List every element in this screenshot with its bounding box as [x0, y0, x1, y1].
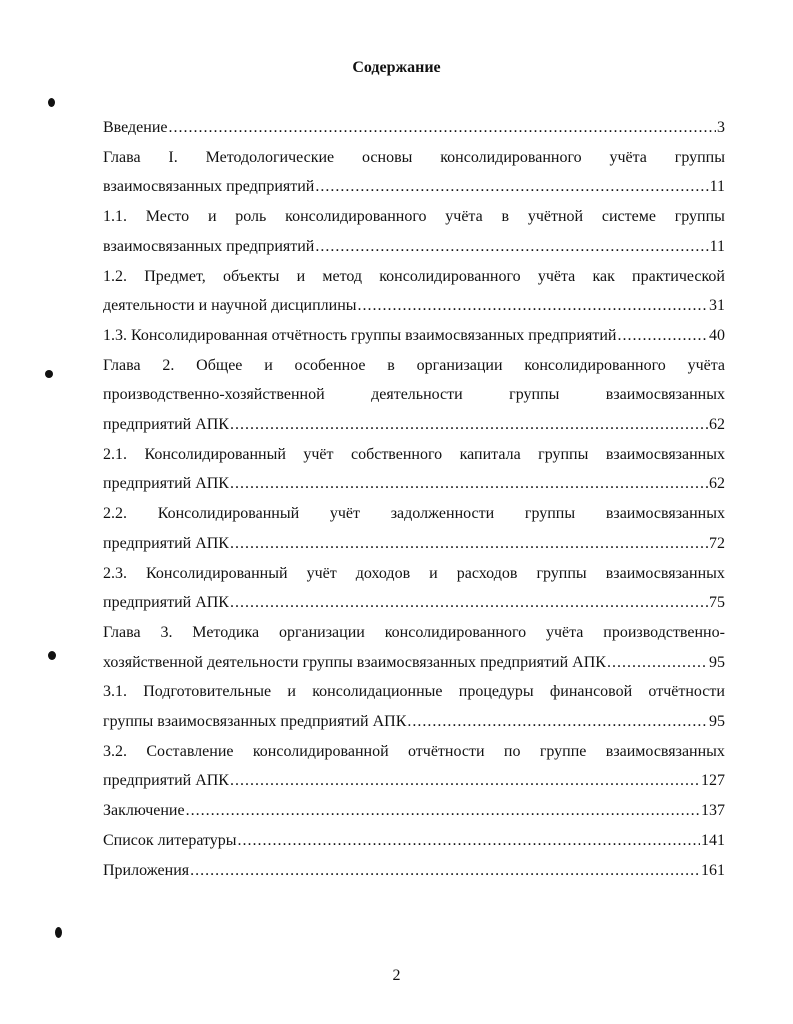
toc-word: задолженности — [390, 505, 495, 523]
toc-word: и — [207, 208, 217, 226]
toc-word: взаимосвязанных — [605, 505, 725, 523]
toc-page-number: 95 — [709, 653, 725, 671]
toc-word: группы — [674, 148, 725, 166]
toc-word: отчётности — [648, 683, 725, 701]
dot-leader — [617, 324, 708, 348]
toc-line — [103, 383, 725, 407]
toc-word: учёт — [329, 505, 361, 523]
toc-word: 2.1. — [103, 445, 127, 463]
toc-line — [103, 502, 725, 526]
toc-word: производственно- — [603, 623, 725, 641]
toc-word: по — [503, 742, 521, 760]
toc-line — [103, 829, 725, 853]
toc-page-number: 62 — [709, 475, 725, 493]
toc-word: учёта — [687, 356, 725, 374]
toc-page-number: 75 — [709, 594, 725, 612]
toc-word: консолидированной — [252, 742, 389, 760]
toc-line — [103, 175, 725, 199]
toc-line — [103, 146, 725, 170]
toc-page-number: 72 — [709, 534, 725, 552]
toc-word: взаимосвязанных — [605, 564, 725, 582]
toc-word: и — [264, 356, 273, 374]
toc-entry-title: Приложения — [103, 861, 190, 879]
dot-leader — [230, 413, 708, 437]
toc-word: консолидированного — [384, 623, 527, 641]
toc-word: группы — [536, 564, 587, 582]
toc-word: метод — [322, 267, 363, 285]
toc-word: Подготовительные — [143, 683, 272, 701]
toc-entry-title: взаимосвязанных предприятий — [103, 178, 315, 196]
toc-line — [103, 710, 725, 734]
toc-word: Составление — [146, 742, 234, 760]
toc-word: 1.2. — [103, 267, 127, 285]
toc-word: учёта — [537, 267, 576, 285]
toc-word: роль — [235, 208, 267, 226]
toc-word: учёт — [306, 564, 337, 582]
toc-line — [103, 413, 725, 437]
toc-entry-title: предприятий АПК — [103, 772, 229, 790]
scan-speck — [48, 98, 55, 107]
toc-line — [103, 799, 725, 823]
toc-word: группы — [538, 445, 589, 463]
toc-page-number: 161 — [701, 861, 725, 879]
toc-entry-title: предприятий АПК — [103, 594, 229, 612]
toc-word: Консолидированный — [157, 505, 300, 523]
toc-entry-title: предприятий АПК — [103, 534, 229, 552]
toc-word: 2.3. — [103, 564, 127, 582]
toc-word: в — [387, 356, 395, 374]
toc-word: Методика — [192, 623, 260, 641]
dot-leader — [607, 651, 708, 675]
toc-word: учёта — [609, 148, 647, 166]
toc-word: учёт — [303, 445, 334, 463]
toc-word: учётной — [527, 208, 584, 226]
toc-word: консолидированного — [285, 208, 427, 226]
dot-leader — [230, 532, 708, 556]
toc-entry-title: 1.3. Консолидированная отчётность группы взаимосвязанных предприятий — [103, 326, 617, 344]
toc-page-number: 62 — [709, 416, 725, 433]
dot-leader — [230, 591, 708, 615]
toc-word: основы — [362, 148, 413, 166]
dot-leader — [407, 710, 708, 734]
toc-entry-title: Введение — [103, 119, 168, 136]
toc-entry-title: взаимосвязанных предприятий — [103, 237, 315, 255]
dot-leader — [230, 472, 708, 496]
toc-word: организации — [278, 623, 365, 641]
toc-word: 2.2. — [103, 505, 127, 523]
toc-word: капитала — [459, 445, 521, 463]
toc-word: учёта — [545, 623, 584, 641]
toc-word: консолидированного — [440, 148, 582, 166]
toc-word: Консолидированный — [146, 564, 288, 582]
toc-word: Предмет, — [144, 267, 206, 285]
toc-word: процедуры — [458, 683, 534, 701]
toc-word: 2. — [162, 356, 175, 374]
toc-line — [103, 443, 725, 467]
dot-leader — [169, 116, 717, 140]
toc-word: группе — [539, 742, 587, 760]
toc-page-number: 137 — [701, 802, 725, 820]
toc-line — [103, 294, 725, 318]
toc-word: консолидированного — [379, 267, 521, 285]
toc-entry-title: группы взаимосвязанных предприятий АПК — [103, 713, 407, 730]
scan-speck — [48, 651, 56, 660]
toc-page-number: 11 — [709, 178, 725, 196]
toc-word: 3.1. — [103, 683, 127, 701]
toc-word: группы — [524, 505, 576, 523]
toc-line — [103, 740, 725, 764]
toc-word: Общее — [196, 356, 243, 374]
toc-word: I. — [168, 148, 178, 166]
toc-word: 1.1. — [103, 208, 127, 226]
toc-word: учёта — [445, 208, 483, 226]
page-number: 2 — [392, 967, 401, 984]
toc-word: практической — [632, 267, 725, 285]
toc-word: 3. — [160, 623, 173, 641]
toc-word: группы — [509, 386, 560, 404]
toc-line — [103, 116, 725, 140]
toc-word: как — [592, 267, 615, 285]
toc-word: и — [429, 564, 438, 582]
toc-page-number: 95 — [709, 713, 725, 730]
toc-line — [103, 205, 725, 229]
dot-leader — [315, 235, 708, 259]
toc-line — [103, 472, 725, 496]
toc-word: доходов — [355, 564, 411, 582]
toc-word: деятельности — [371, 386, 463, 404]
toc-word: группы — [674, 208, 725, 226]
toc-entry-title: деятельности и научной дисциплины — [103, 297, 357, 315]
toc-page-number: 141 — [701, 831, 725, 849]
toc-entry-title: Заключение — [103, 802, 185, 820]
toc-entry-title: хозяйственной деятельности группы взаимосвязанных предприятий АПК — [103, 653, 606, 671]
toc-line — [103, 265, 725, 289]
toc-word: взаимосвязанных — [605, 445, 725, 463]
toc-word: консолидационные — [312, 683, 443, 701]
dot-leader — [230, 769, 700, 793]
toc-line — [103, 769, 725, 793]
toc-line — [103, 532, 725, 556]
toc-word: взаимосвязанных — [605, 386, 725, 404]
toc-line — [103, 324, 725, 348]
toc-word: в — [501, 208, 510, 226]
toc-word: собственного — [350, 445, 443, 463]
toc-word: системе — [601, 208, 656, 226]
toc-word: взаимосвязанных — [605, 742, 725, 760]
toc-page-number: 31 — [709, 297, 725, 315]
toc-word: объекты — [222, 267, 280, 285]
toc-entry-title: предприятий АПК — [103, 416, 229, 433]
toc-word: консолидированного — [524, 356, 666, 374]
toc-line — [103, 859, 725, 883]
toc-word: отчётности — [408, 742, 485, 760]
toc-word: и — [287, 683, 296, 701]
toc-page-number: 127 — [701, 772, 725, 790]
toc-word: 3.2. — [103, 742, 127, 760]
toc-page-number: 40 — [709, 326, 725, 344]
toc-line — [103, 562, 725, 586]
dot-leader — [238, 829, 700, 853]
toc-entry-title: Список литературы — [103, 831, 237, 849]
toc-word: Глава — [103, 148, 141, 166]
toc-entry-title: предприятий АПК — [103, 475, 229, 493]
toc-word: Методологические — [205, 148, 335, 166]
toc-line — [103, 354, 725, 378]
scan-speck — [45, 370, 53, 378]
toc-word: Место — [145, 208, 190, 226]
dot-leader — [190, 859, 700, 883]
toc-word: организации — [416, 356, 503, 374]
toc-word: Глава — [103, 623, 141, 641]
toc-line — [103, 621, 725, 645]
toc-word: расходов — [456, 564, 518, 582]
toc-line — [103, 235, 725, 259]
toc-word: особенное — [294, 356, 366, 374]
toc-line — [103, 651, 725, 675]
dot-leader — [315, 175, 708, 199]
toc-word: и — [296, 267, 306, 285]
dot-leader — [186, 799, 700, 823]
toc-line — [103, 591, 725, 615]
toc-page-number: 11 — [709, 237, 725, 255]
page-title: Содержание — [352, 59, 441, 76]
toc-word: Консолидированный — [144, 445, 286, 463]
toc-word: Глава — [103, 356, 141, 374]
toc-word: производственно-хозяйственной — [103, 386, 325, 404]
toc-line — [103, 680, 725, 704]
dot-leader — [358, 294, 708, 318]
toc-page-number: 3 — [717, 119, 725, 136]
toc-word: финансовой — [549, 683, 633, 701]
scan-speck — [55, 927, 62, 938]
